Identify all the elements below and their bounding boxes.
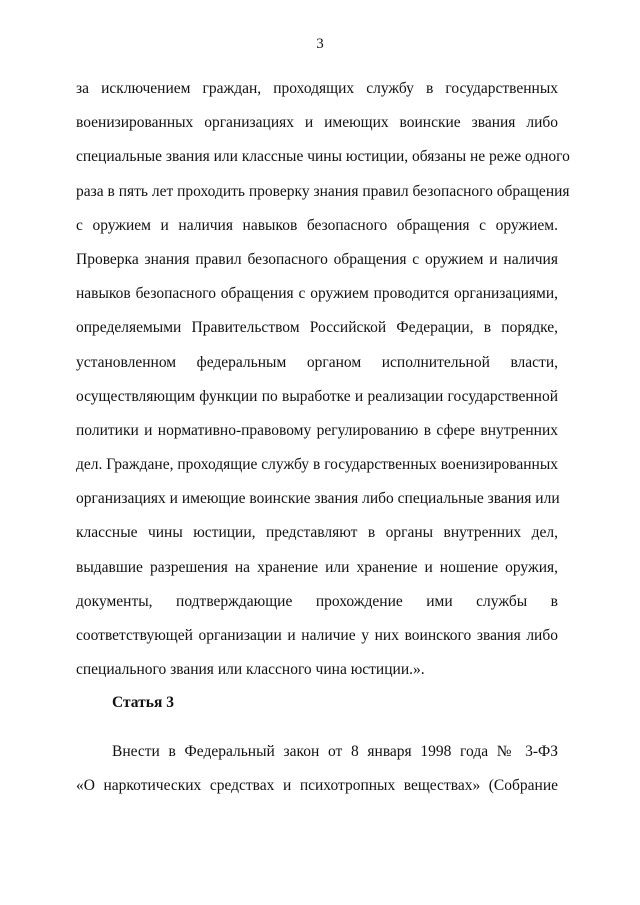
text-line: навыков безопасного обращения с оружием проводится организациями, [76, 285, 558, 303]
text-line: определяемыми Правительством Российской Федерации, в порядке, [76, 319, 558, 337]
page-number: 3 [316, 36, 324, 52]
text-line: специальные звания или классные чины юстиции, обязаны не реже одного [76, 148, 570, 166]
text-line: классные чины юстиции, представляют в органы внутренних дел, [76, 524, 558, 542]
text-line: установленном федеральным органом исполнительной власти, [76, 353, 558, 371]
text-line: «О наркотических средствах и психотропных веществах» (Собрание [76, 777, 558, 795]
text-line: за исключением граждан, проходящих службу в государственных [76, 80, 558, 97]
text-line: осуществляющим функции по выработке и реализации государственной [76, 387, 558, 405]
text-line: с оружием и наличия навыков безопасного обращения с оружием. [76, 216, 558, 234]
paragraph-1 [76, 72, 570, 687]
paragraph-2 [76, 735, 558, 803]
text-line: документы, подтверждающие прохождение ими службы в [76, 592, 558, 610]
article-heading: Статья 3 [112, 694, 174, 711]
text-line: политики и нормативно-правовому регулированию в сфере внутренних [76, 421, 558, 439]
text-line: раза в пять лет проходить проверку знания правил безопасного обращения [76, 182, 570, 200]
text-line: соответствующей организации и наличие у них воинского звания либо [76, 627, 558, 644]
text-line: Проверка знания правил безопасного обращения с оружием и наличия [76, 250, 558, 268]
text-line: специального звания или классного чина юстиции.». [76, 661, 425, 679]
text-line: военизированных организациях и имеющих воинские звания либо [76, 114, 558, 132]
text-line: Внести в Федеральный закон от 8 января 1998 года № 3-ФЗ [112, 743, 558, 760]
text-line: выдавшие разрешения на хранение или хранение и ношение оружия, [76, 558, 558, 576]
text-line: организациях и имеющие воинские звания либо специальные звания или [76, 490, 560, 508]
text-line: дел. Граждане, проходящие службу в государственных военизированных [76, 456, 558, 474]
